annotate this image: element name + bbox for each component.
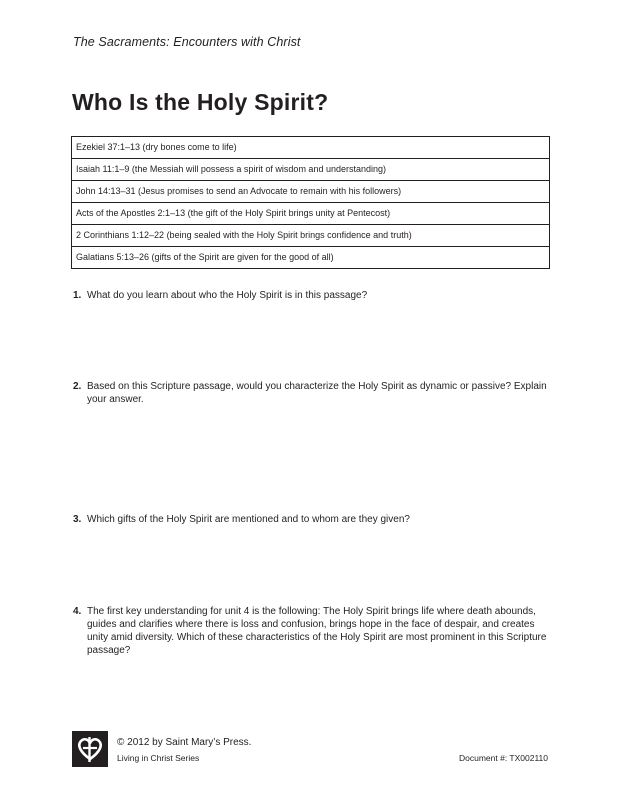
- question-2: [73, 380, 553, 406]
- scripture-row: 2 Corinthians 1:12–22 (being sealed with the Holy Spirit brings confidence and truth): [72, 225, 549, 247]
- question-number: 1.: [73, 290, 82, 301]
- question-number: 4.: [73, 606, 82, 617]
- question-number: 2.: [73, 381, 82, 392]
- page-title: Who Is the Holy Spirit?: [72, 89, 329, 115]
- scripture-row: Isaiah 11:1–9 (the Messiah will possess a spirit of wisdom and understanding): [72, 159, 549, 181]
- footer-series: Living in Christ Series: [117, 753, 200, 763]
- footer-copyright: © 2012 by Saint Mary’s Press.: [117, 737, 252, 748]
- scripture-table: [71, 136, 550, 269]
- scripture-row: Ezekiel 37:1–13 (dry bones come to life): [72, 137, 549, 159]
- scripture-row: Galatians 5:13–26 (gifts of the Spirit are given for the good of all): [76, 252, 334, 262]
- question-text: Based on this Scripture passage, would you characterize the Holy Spirit as dynamic or passive? Explain your answer.: [87, 381, 547, 405]
- header-title: The Sacraments: Encounters with Christ: [73, 35, 301, 49]
- question-3: [73, 513, 553, 526]
- question-text: The first key understanding for unit 4 is the following: The Holy Spirit brings life where death abounds, guides and clarifies where there is loss and confusion, brings hope in the face of despair, and creates unity amid diversity. Which of these characteristics of the Holy Spirit are most prominent in this Scripture passage?: [87, 606, 547, 656]
- question-number: 3.: [73, 514, 82, 525]
- scripture-row: Acts of the Apostles 2:1–13 (the gift of the Holy Spirit brings unity at Pentecost): [72, 203, 549, 225]
- question-text: Which gifts of the Holy Spirit are mentioned and to whom are they given?: [87, 514, 410, 525]
- question-text: What do you learn about who the Holy Spirit is in this passage?: [87, 290, 368, 301]
- document-number: Document #: TX002110: [459, 753, 548, 763]
- scripture-row: John 14:13–31 (Jesus promises to send an Advocate to remain with his followers): [72, 181, 549, 203]
- saint-marys-press-logo-icon: [72, 731, 108, 767]
- question-1: [73, 289, 553, 302]
- question-4: [73, 605, 553, 657]
